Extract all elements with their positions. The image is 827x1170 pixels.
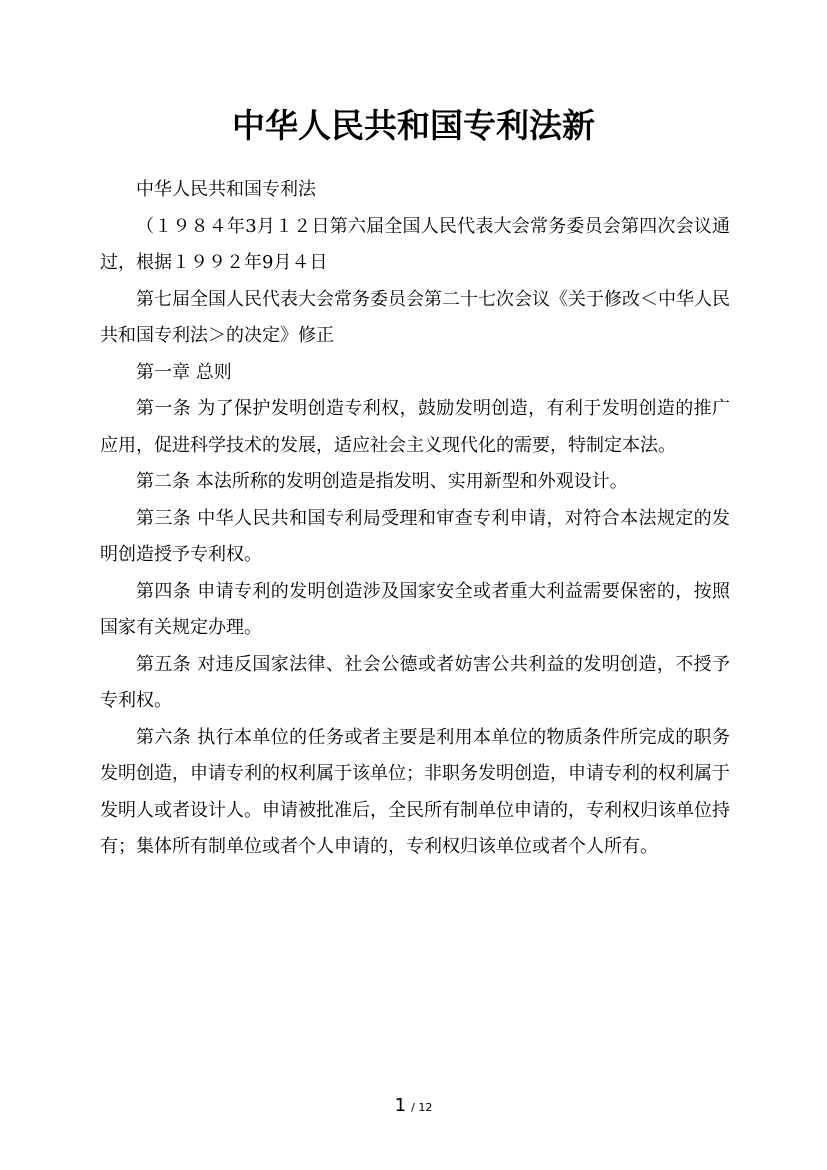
paragraph-adoption-note: （１９８４年3月１２日第六届全国人民代表大会常务委员会第四次会议通过，根据１９９２年9月４日 (100, 215, 730, 273)
article-2: 第二条 本法所称的发明创造是指发明、实用新型和外观设计。 (136, 471, 628, 492)
article-6: 第六条 执行本单位的任务或者主要是利用本单位的物质条件所完成的职务发明创造，申请专利的权利属于该单位；非职务发明创造，申请专利的权利属于发明人或者设计人。申请被批准后，全民所有制单位申请的，专利权归该单位持有；集体所有制单位或者个人申请的，专利权归该单位或者个人所有。 (100, 726, 730, 857)
page-total: / 12 (411, 1101, 433, 1114)
chapter-heading: 第一章 总则 (136, 361, 232, 383)
article-4: 第四条 申请专利的发明创造涉及国家安全或者重大利益需要保密的，按照国家有关规定办理。 (100, 580, 730, 638)
page-footer (0, 1094, 827, 1120)
paragraph-law-name: 中华人民共和国专利法 (136, 179, 316, 200)
paragraph-amendment-note: 第七届全国人民代表大会常务委员会第二十七次会议《关于修改＜中华人民共和国专利法＞的决定》修正 (100, 288, 730, 346)
document-body (100, 172, 730, 866)
article-3: 第三条 中华人民共和国专利局受理和审查专利申请，对符合本法规定的发明创造授予专利权。 (100, 507, 730, 565)
document-title: 中华人民共和国专利法新 (232, 106, 595, 145)
page-number: 1 (394, 1095, 407, 1116)
article-5: 第五条 对违反国家法律、社会公德或者妨害公共利益的发明创造，不授予专利权。 (100, 653, 730, 711)
article-1: 第一条 为了保护发明创造专利权，鼓励发明创造，有利于发明创造的推广应用，促进科学技术的发展，适应社会主义现代化的需要，特制定本法。 (100, 398, 730, 456)
